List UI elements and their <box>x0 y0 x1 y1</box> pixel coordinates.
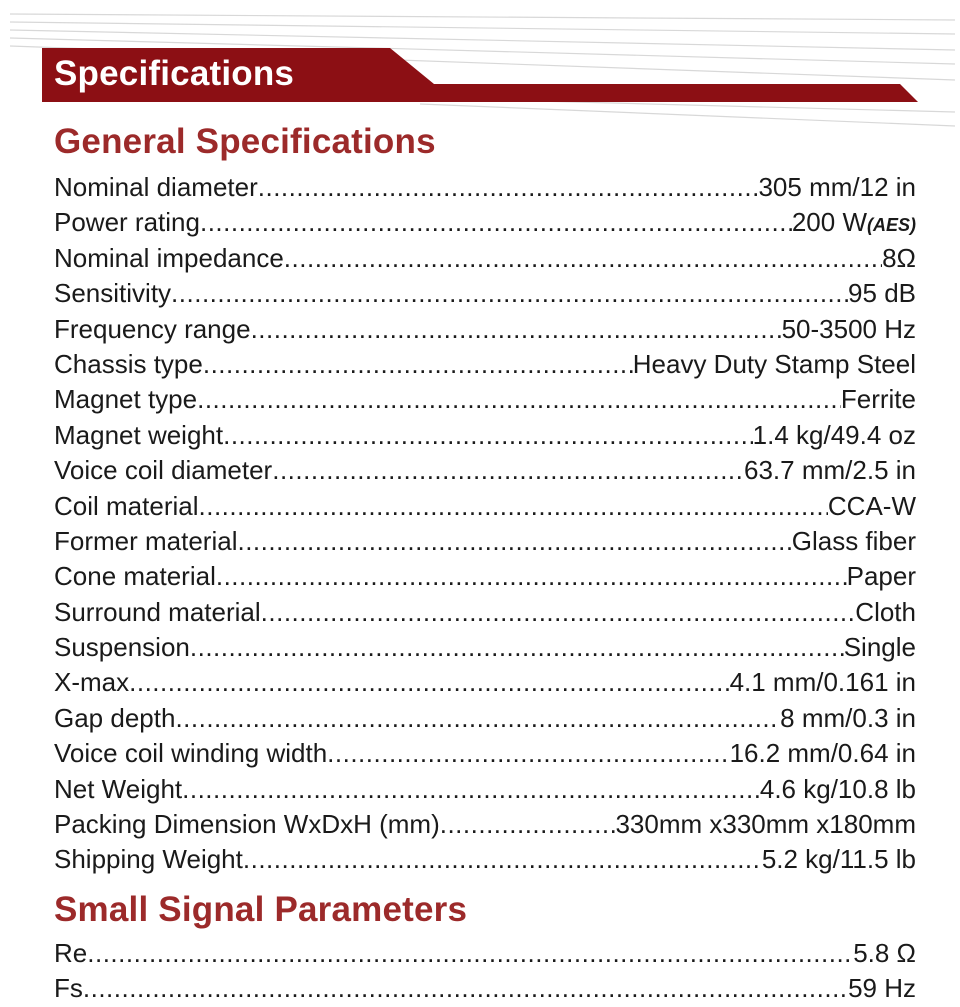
dot-leader <box>87 936 853 971</box>
spec-value-text: 305 mm/12 in <box>758 172 916 202</box>
spec-value-text: Heavy Duty Stamp Steel <box>632 348 916 379</box>
spec-value <box>882 241 916 276</box>
spec-label: Frequency range <box>54 313 251 344</box>
spec-value <box>782 312 916 347</box>
spec-value-text: 1.4 kg/49.4 oz <box>752 419 916 450</box>
spec-value-text: 59 Hz <box>848 973 916 1004</box>
spec-value-text: 200 W <box>791 207 867 238</box>
dot-leader <box>129 665 729 700</box>
spec-value-text: Ferrite <box>840 384 916 415</box>
spec-label: Sensitivity <box>54 278 172 309</box>
spec-value <box>780 701 916 736</box>
spec-label: Nominal diameter <box>54 172 258 202</box>
dot-leader <box>327 736 729 771</box>
dot-leader <box>199 489 828 524</box>
dot-leader <box>216 559 847 594</box>
spec-value-text: 4.6 kg/10.8 lb <box>759 773 916 804</box>
spec-value <box>855 595 916 630</box>
dot-leader <box>175 701 780 736</box>
dot-leader <box>284 241 882 276</box>
spec-row <box>54 807 916 842</box>
spec-row <box>54 772 916 807</box>
spec-label: Power rating <box>54 207 200 238</box>
dot-leader <box>223 418 753 453</box>
spec-row <box>54 453 916 488</box>
dot-leader <box>261 595 856 630</box>
spec-row <box>54 241 916 276</box>
spec-row <box>54 524 916 559</box>
spec-row <box>54 665 916 700</box>
dot-leader <box>83 971 848 1006</box>
spec-value <box>853 936 916 971</box>
spec-value <box>730 665 916 700</box>
spec-row <box>54 842 916 877</box>
dot-leader <box>440 807 616 842</box>
spec-label: Chassis type <box>54 348 203 379</box>
spec-row <box>54 736 916 771</box>
spec-row <box>54 936 916 971</box>
dot-leader <box>190 630 844 665</box>
spec-label: Nominal impedance <box>54 242 284 273</box>
spec-value-text: Cloth <box>855 596 916 627</box>
dot-leader <box>272 453 744 488</box>
small-signal-heading: Small Signal Parameters <box>54 889 468 929</box>
spec-value-text: 50-3500 Hz <box>781 313 916 344</box>
spec-label: Gap depth <box>54 702 176 733</box>
spec-label: Magnet weight <box>54 419 224 450</box>
spec-value-text: 95 dB <box>848 278 916 309</box>
spec-value <box>848 276 916 311</box>
dot-leader <box>251 312 782 347</box>
spec-value <box>848 971 916 1006</box>
spec-label: Packing Dimension WxDxH (mm) <box>54 809 440 840</box>
dot-leader <box>243 842 762 877</box>
spec-label: Coil material <box>54 490 199 521</box>
dot-leader <box>171 276 848 311</box>
spec-row <box>54 205 916 240</box>
spec-value <box>844 630 916 665</box>
spec-row <box>54 312 916 347</box>
spec-value <box>730 736 916 771</box>
spec-row <box>54 276 916 311</box>
spec-value-text: 8 mm/0.3 in <box>780 702 916 733</box>
dot-leader <box>182 772 760 807</box>
spec-label: Suspension <box>54 632 190 663</box>
dot-leader <box>237 524 791 559</box>
spec-value <box>744 453 916 488</box>
spec-value <box>847 559 916 594</box>
spec-row <box>54 170 916 205</box>
spec-content <box>54 120 916 1007</box>
dot-leader <box>258 170 759 205</box>
small-signal-list <box>54 936 916 1007</box>
spec-value-text: 4.1 mm/0.161 in <box>729 667 916 698</box>
spec-label: Voice coil diameter <box>54 455 273 486</box>
spec-value-text: Single <box>843 632 916 663</box>
spec-row <box>54 559 916 594</box>
spec-value-text: Paper <box>846 561 916 592</box>
spec-value-text: CCA-W <box>827 490 916 521</box>
general-specifications-heading: General Specifications <box>54 122 436 161</box>
spec-label: Re <box>54 937 88 968</box>
spec-label: Magnet type <box>54 384 198 415</box>
spec-value <box>841 382 916 417</box>
spec-label: X-max <box>54 667 130 698</box>
spec-value-text: Glass fiber <box>791 525 916 556</box>
spec-value-text: 5.8 Ω <box>853 937 916 968</box>
spec-row <box>54 347 916 382</box>
spec-value <box>792 205 916 240</box>
spec-label: Fs <box>54 973 83 1004</box>
spec-value-text: 8Ω <box>882 242 916 273</box>
spec-value-note: (AES) <box>867 215 916 236</box>
spec-value-text: 5.2 kg/11.5 lb <box>761 844 916 875</box>
spec-value <box>760 772 916 807</box>
spec-row <box>54 630 916 665</box>
spec-label: Cone material <box>54 561 216 592</box>
spec-row <box>54 701 916 736</box>
spec-row <box>54 595 916 630</box>
spec-value-text: 330mm x330mm x180mm <box>615 809 916 840</box>
spec-label: Voice coil winding width <box>54 738 328 769</box>
spec-row <box>54 418 916 453</box>
spec-row <box>54 382 916 417</box>
general-spec-list <box>54 170 916 878</box>
spec-label: Surround material <box>54 596 261 627</box>
spec-label: Former material <box>54 525 238 556</box>
spec-value <box>633 347 916 382</box>
spec-value <box>762 842 916 877</box>
spec-value <box>828 489 916 524</box>
spec-label: Net Weight <box>54 773 183 804</box>
spec-value <box>615 807 916 842</box>
spec-row <box>54 489 916 524</box>
dot-leader <box>200 205 792 240</box>
dot-leader <box>197 382 841 417</box>
spec-value <box>753 418 916 453</box>
spec-label: Shipping Weight <box>54 844 243 875</box>
spec-value <box>792 524 916 559</box>
page-title: Specifications <box>54 54 295 93</box>
spec-value <box>758 170 916 205</box>
spec-row <box>54 971 916 1006</box>
dot-leader <box>203 347 633 382</box>
spec-value-text: 16.2 mm/0.64 in <box>729 738 916 769</box>
spec-value-text: 63.7 mm/2.5 in <box>744 455 916 486</box>
